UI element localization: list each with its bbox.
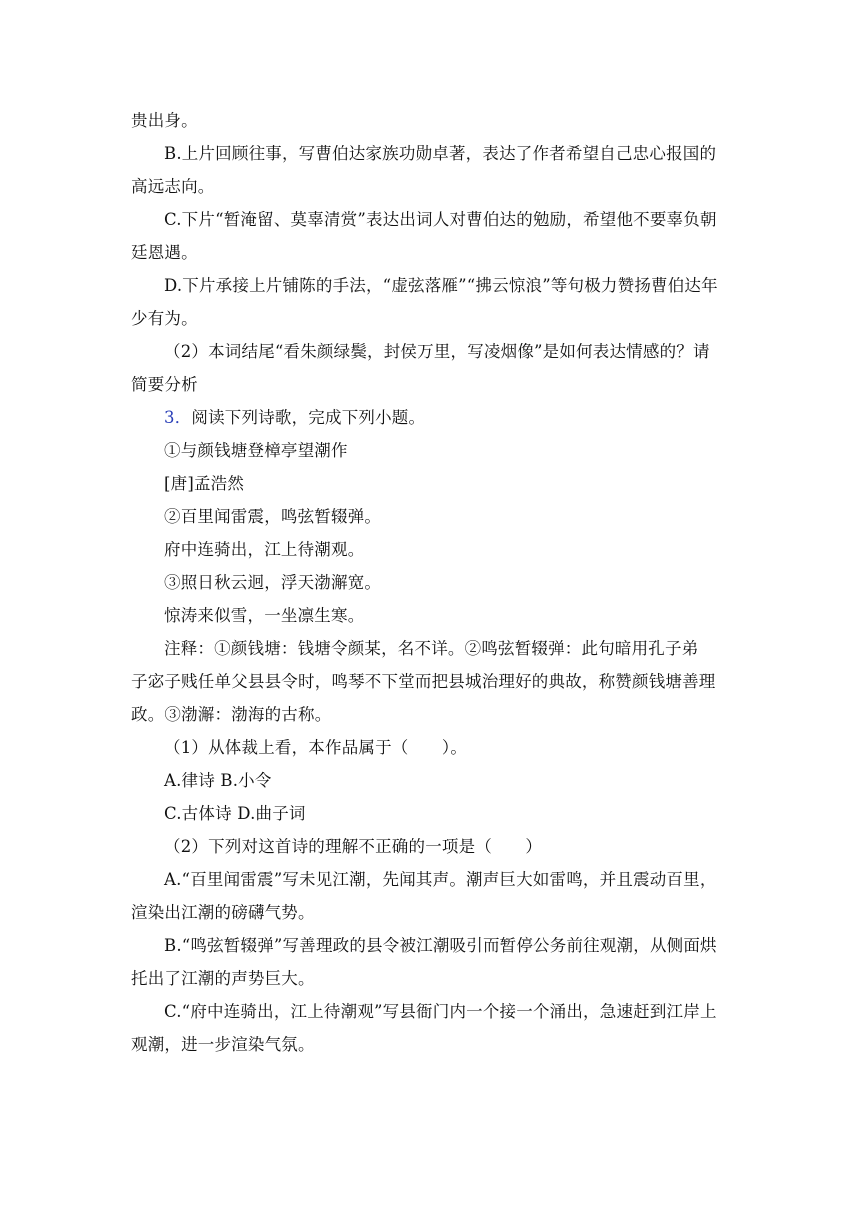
text-line <box>131 236 731 269</box>
line-text: ③照日秋云迥，浮天渤澥宽。 <box>164 573 382 592</box>
text-line <box>131 698 731 731</box>
text-line <box>131 830 731 863</box>
line-text: 观潮，进一步渲染气氛。 <box>131 1035 315 1054</box>
text-line <box>131 335 731 368</box>
line-text: 简要分析 <box>131 375 198 394</box>
text-line <box>131 269 731 302</box>
text-line <box>131 731 731 764</box>
text-line <box>131 203 731 236</box>
line-text: ①与颜钱塘登樟亭望潮作 <box>164 441 348 460</box>
line-text: 少有为。 <box>131 309 198 328</box>
line-text: C.“府中连骑出，江上待潮观”写县衙门内一个接一个涌出，急速赶到江岸上 <box>164 1002 717 1021</box>
text-line <box>131 1028 731 1061</box>
text-line <box>131 665 731 698</box>
text-line <box>131 995 731 1028</box>
line-text: D.下片承接上片铺陈的手法，“虚弦落雁”“拂云惊浪”等句极力赞扬曹伯达年 <box>164 276 718 295</box>
line-text: B.“鸣弦暂辍弹”写善理政的县令被江潮吸引而暂停公务前往观潮，从侧面烘 <box>164 936 717 955</box>
line-text: （1）从体裁上看，本作品属于（ ）。 <box>164 738 468 757</box>
line-text: 廷恩遇。 <box>131 243 198 262</box>
text-line <box>131 566 731 599</box>
line-text: （2）下列对这首诗的理解不正确的一项是（ ） <box>164 837 543 856</box>
line-text: 渲染出江潮的磅礴气势。 <box>131 903 315 922</box>
line-text: 政。③渤澥：渤海的古称。 <box>131 705 332 724</box>
line-text: 贵出身。 <box>131 111 198 130</box>
line-text: B.上片回顾往事，写曹伯达家族功勋卓著，表达了作者希望自己忠心报国的 <box>164 144 717 163</box>
line-text: [唐]孟浩然 <box>164 474 245 493</box>
line-text: 子宓子贱任单父县县令时，鸣琴不下堂而把县城治理好的典故，称赞颜钱塘善理 <box>131 672 716 691</box>
text-line <box>131 434 731 467</box>
text-line <box>131 401 731 434</box>
text-line <box>131 764 731 797</box>
line-text: A.“百里闻雷震”写未见江潮，先闻其声。潮声巨大如雷鸣，并且震动百里， <box>164 870 717 889</box>
text-line <box>131 962 731 995</box>
question-number: 3． <box>164 408 192 427</box>
text-line <box>131 467 731 500</box>
line-text: （2）本词结尾“看朱颜绿鬓，封侯万里，写凌烟像”是如何表达情感的？请 <box>164 342 710 361</box>
line-text: 府中连骑出，江上待潮观。 <box>164 540 365 559</box>
text-line <box>131 896 731 929</box>
text-line <box>131 137 731 170</box>
line-text: 惊涛来似雪，一坐凛生寒。 <box>164 606 365 625</box>
document-body <box>131 104 731 1061</box>
line-text: 阅读下列诗歌，完成下列小题。 <box>191 408 426 427</box>
text-line <box>131 863 731 896</box>
text-line <box>131 533 731 566</box>
text-line <box>131 797 731 830</box>
text-line <box>131 599 731 632</box>
text-line <box>131 170 731 203</box>
text-line <box>131 632 731 665</box>
text-line <box>131 929 731 962</box>
text-line <box>131 104 731 137</box>
text-line <box>131 368 731 401</box>
text-line <box>131 500 731 533</box>
line-text: 高远志向。 <box>131 177 215 196</box>
line-text: ②百里闻雷震，鸣弦暂辍弹。 <box>164 507 382 526</box>
text-line <box>131 302 731 335</box>
line-text: C.古体诗 D.曲子词 <box>164 804 306 823</box>
line-text: 托出了江潮的声势巨大。 <box>131 969 315 988</box>
line-text: 注释：①颜钱塘：钱塘令颜某，名不详。②鸣弦暂辍弹：此句暗用孔子弟 <box>164 639 699 658</box>
line-text: A.律诗 B.小令 <box>164 771 272 790</box>
line-text: C.下片“暂淹留、莫辜清赏”表达出词人对曹伯达的勉励，希望他不要辜负朝 <box>164 210 717 229</box>
